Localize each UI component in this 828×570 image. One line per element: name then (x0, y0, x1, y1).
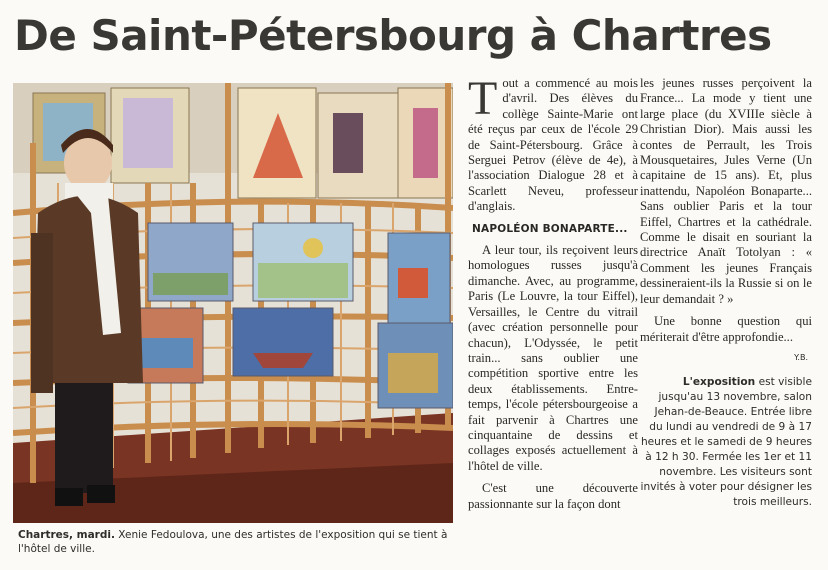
paragraph-4: les jeunes russes perçoivent la France... La mode y tient une large place (du XVIIIe siècle à Christian Dior). Mais aussi les contes de Perrault, les Trois Mousquetaires, Jules Verne (Un capitaine de 15 ans). Et, plus inattendu, Napoléon Bonaparte... Sans oublier Paris et la tour Eiffel, Chartres et la cathédrale. Comme le disait en souriant la directrice Anaït Totolyan : « Comment les jeunes Français dessineraient-ils la Russie si on le leur demandait ? » (640, 76, 812, 306)
exposition-lead: L'exposition (682, 376, 756, 389)
article-column-1 (468, 72, 638, 519)
caption-lead: Chartres, mardi. (18, 529, 115, 541)
dropcap: T (468, 72, 498, 125)
paragraph-2: A leur tour, ils reçoivent leurs homologues russes jusqu'à dimanche. Avec, au programme, Paris (Le Louvre, la tour Eiffel), Versailles, le Centre du vitrail (avec création personnelle pour chacun), L'Odyssée, le petit train... sans oublier une compétition sportive entre les deux établissements. Entre-temps, l'école pétersbourgeoise a fait parvenir à Chartres une cinquantaine de dessins et collages exposés actuellement à l'hôtel de ville. (468, 243, 638, 473)
exhibition-photo (13, 83, 453, 523)
intro-paragraph (468, 72, 638, 215)
exposition-info (640, 375, 812, 510)
article-column-2 (640, 76, 812, 510)
section-subhead: NAPOLÉON BONAPARTE... (472, 222, 628, 235)
paragraph-5: Une bonne question qui mériterait d'être approfondie... (640, 314, 812, 344)
caption-text: Xenie Fedoulova, une des artistes de l'exposition qui se tient à l'hôtel de ville. (18, 529, 448, 555)
headline: De Saint-Pétersbourg à Chartres (14, 11, 772, 60)
paragraph-3: C'est une découverte passionnante sur la façon dont (468, 481, 638, 511)
intro-text: out a commencé au mois d'avril. Des élèves du collège Sainte-Marie ont été reçus par ceux de l'école 29 de Saint-Pétersbourg. Grâce à Serguei Petrov (élève de 4e), à l'association Dialogue 28 et à Scarlett Neveu, professeur d'anglais. (468, 76, 638, 214)
photo-caption (18, 528, 458, 556)
exposition-text: est visible jusqu'au 13 novembre, salon Jehan-de-Beauce. Entrée libre du lundi au vendredi de 9 à 17 heures et le samedi de 9 heures à 12 h 30. Fermée les 1er et 11 novembre. Les visiteurs sont invités à voter pour désigner les trois meilleurs. (640, 376, 812, 509)
author-signature: Y.B. (794, 352, 808, 362)
